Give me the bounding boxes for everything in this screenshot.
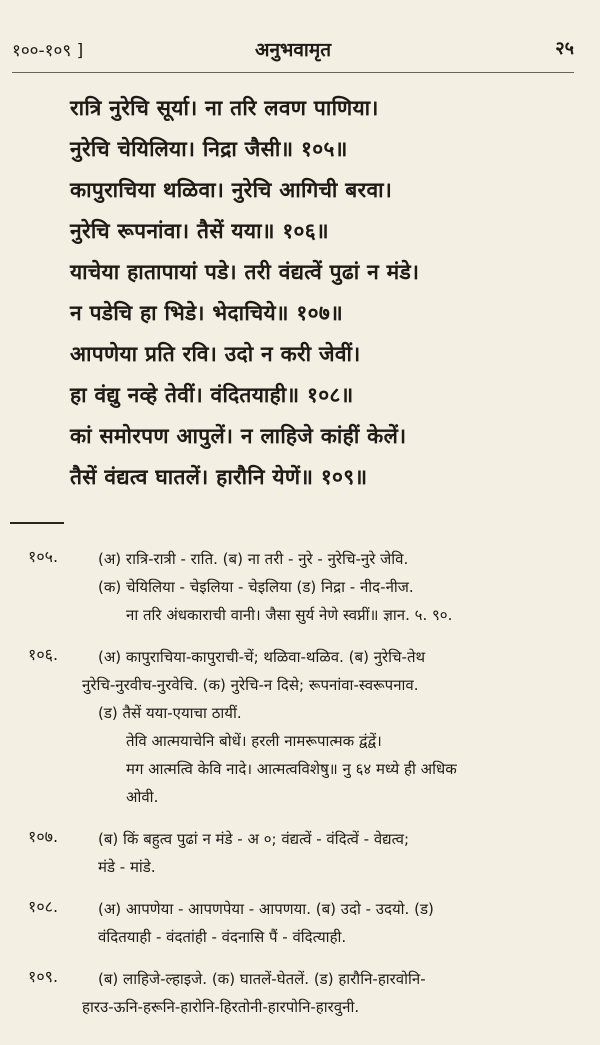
footnote-line: (क) चेयिलिया - चेइलिया - चेइलिया (ड) निद्रा - नीद-नीज.	[98, 578, 414, 596]
footnote	[28, 825, 586, 881]
page-number: २५	[555, 38, 574, 59]
verse-block	[70, 88, 580, 498]
verse-line: नुरेचि रूपनांवा। तैसें यया॥ १०६॥	[70, 219, 329, 243]
verse-line: आपणेया प्रति रवि। उदो न करी जेवीं।	[70, 342, 361, 366]
footnote-number: १०६.	[28, 645, 59, 664]
footnote-line: (ड) तैसें यया-एयाचा ठायीं.	[98, 704, 242, 722]
footnote-number: १०९.	[28, 967, 59, 986]
verse-line: कां समोरपण आपुलें। न लाहिजे कांहीं केलें।	[70, 424, 407, 448]
footnote-number: १०७.	[28, 827, 59, 846]
verse-line: कापुराचिया थळिवा। नुरेचि आगिची बरवा।	[70, 178, 393, 202]
footnote-line: (अ) रात्रि-रात्री - राति. (ब) ना तरी - नुरे - नुरेचि-नुरे जेवि.	[98, 550, 409, 568]
footnote-line: हारउ-ऊनि-हरूनि-हारोनि-हिरतोनी-हारपोनि-हारवुनी.	[82, 998, 360, 1016]
footnote-number: १०५.	[28, 547, 59, 566]
header-rule	[12, 72, 574, 73]
footnote	[28, 545, 586, 629]
footnote-line: (ब) लाहिजे-ल्हाइजे. (क) घातलें-घेतलें. (ड) हारौनि-हारवोनि-	[98, 970, 426, 988]
verse-line: तैसें वंद्यत्व घातलें। हारौनि येणें॥ १०९॥	[70, 465, 368, 489]
verse-range: १००-१०९ ]	[12, 41, 84, 61]
verse-line: हा वंद्यु नव्हे तेवीं। वंदितयाही॥ १०८॥	[70, 383, 354, 407]
verse-line: न पडेचि हा भिडे। भेदाचिये॥ १०७॥	[70, 301, 343, 325]
footnote	[28, 643, 586, 811]
footnote	[28, 965, 586, 1021]
running-header	[12, 38, 574, 68]
verse-line: रात्रि नुरेचि सूर्या। ना तरि लवण पाणिया।	[70, 96, 379, 120]
footnote-number: १०८.	[28, 897, 59, 916]
page-title: अनुभवामृत	[254, 39, 332, 61]
footnote-line: मंडे - मांडे.	[98, 858, 156, 876]
footnotes	[28, 545, 586, 1035]
footnote-line: ना तरि अंधकाराची वानी। जैसा सुर्य नेणे स्वप्नीं॥ ज्ञान. ५. ९०.	[126, 606, 453, 624]
footnote-line: (ब) किं बहुत्व पुढां न मंडे - अ ०; वंद्यत्वें - वंदित्वें - वेद्यत्व;	[98, 830, 409, 848]
footnote-line: (अ) कापुराचिया-कापुराची-चें; थळिवा-थळिव. (ब) नुरेचि-तेथ	[98, 648, 426, 666]
verse-line: याचेया हातापायां पडे। तरी वंद्यत्वें पुढां न मंडे।	[70, 260, 420, 284]
footnote-line: ओवी.	[126, 788, 159, 806]
footnote	[28, 895, 586, 951]
footnote-line: तेवि आत्मयाचेनि बोधें। हरली नामरूपात्मक द्वंद्वें।	[126, 732, 382, 750]
footnote-line: मग आत्मत्वि केवि नादे। आत्मत्वविशेषु॥ नु ६४ मध्ये ही अधिक	[126, 760, 457, 778]
footnote-line: वंदितयाही - वंदतांही - वंदनासि पैं - वंदित्याही.	[98, 928, 347, 946]
footnote-separator	[10, 522, 64, 524]
footnote-line: नुरेचि-नुरवीच-नुरवेचि. (क) नुरेचि-न दिसे; रूपनांवा-स्वरूपनाव.	[82, 676, 419, 694]
footnote-line: (अ) आपणेया - आपणपेया - आपणया. (ब) उदो - उदयो. (ड)	[98, 900, 434, 918]
verse-line: नुरेचि चेयिलिया। निद्रा जैसी॥ १०५॥	[70, 137, 348, 161]
